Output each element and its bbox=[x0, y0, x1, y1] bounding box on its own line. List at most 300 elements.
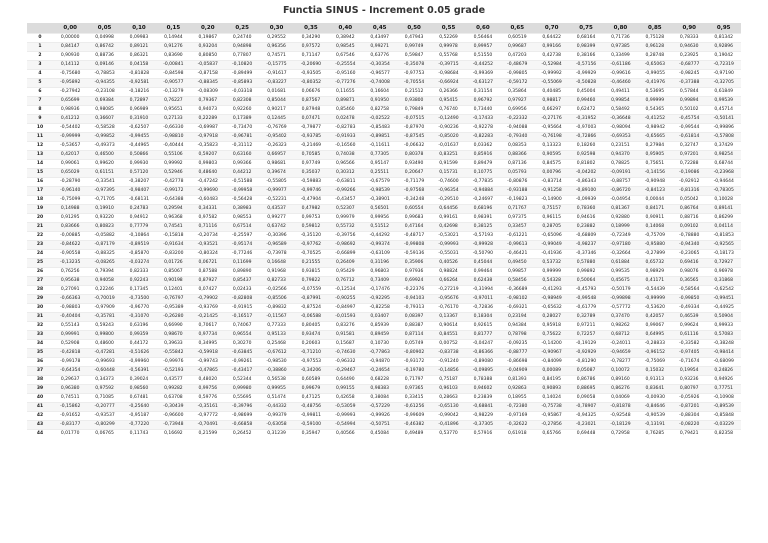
table-cell: 0,57844 bbox=[672, 88, 706, 97]
table-cell: -0,39756 bbox=[328, 232, 362, 241]
row-header-cell: 20 bbox=[27, 214, 53, 223]
table-cell: 0,96554 bbox=[225, 331, 259, 340]
table-cell: 0,28748 bbox=[638, 52, 672, 61]
table-cell: -0,69353 bbox=[603, 133, 637, 142]
column-header: 0,65 bbox=[500, 23, 534, 34]
column-header: 0,35 bbox=[294, 23, 328, 34]
table-cell: 0,98254 bbox=[706, 151, 741, 160]
table-cell: -0,99992 bbox=[534, 70, 568, 79]
table-cell: -0,95892 bbox=[53, 79, 87, 88]
table-cell: -0,79902 bbox=[191, 295, 225, 304]
table-cell: -0,17476 bbox=[363, 286, 397, 295]
table-cell: 0,97201 bbox=[672, 151, 706, 160]
table-cell: -0,98102 bbox=[500, 295, 534, 304]
table-cell: 0,01770 bbox=[53, 430, 87, 439]
table-cell: 0,00089 bbox=[534, 367, 568, 376]
table-cell: 0,69448 bbox=[569, 430, 603, 439]
table-cell: -0,24011 bbox=[603, 340, 637, 349]
table-cell: -0,44252 bbox=[466, 61, 500, 70]
table-row bbox=[27, 178, 741, 187]
table-cell: 0,34290 bbox=[294, 34, 328, 43]
table-cell: 0,50866 bbox=[122, 151, 156, 160]
table-cell: -0,80876 bbox=[500, 178, 534, 187]
row-header-cell: 5 bbox=[27, 79, 53, 88]
table-cell: -0,96781 bbox=[225, 133, 259, 142]
table-cell: 0,86299 bbox=[706, 214, 741, 223]
table-cell: -0,12534 bbox=[328, 286, 362, 295]
row-header-cell: 36 bbox=[27, 358, 53, 367]
table-cell: -0,01637 bbox=[431, 142, 465, 151]
table-cell: 0,21512 bbox=[397, 88, 431, 97]
table-cell: -0,93769 bbox=[191, 304, 225, 313]
table-cell: 0,86276 bbox=[603, 385, 637, 394]
table-cell: -0,89851 bbox=[363, 133, 397, 142]
table-cell: 0,92243 bbox=[122, 277, 156, 286]
column-header: 0,50 bbox=[397, 23, 431, 34]
table-cell: -0,30396 bbox=[259, 232, 293, 241]
table-cell: 0,52307 bbox=[328, 205, 362, 214]
table-cell: -0,93537 bbox=[87, 412, 121, 421]
table-cell: -0,62507 bbox=[122, 124, 156, 133]
table-cell: 0,87588 bbox=[191, 268, 225, 277]
row-header-cell: 0 bbox=[27, 34, 53, 43]
table-row bbox=[27, 160, 741, 169]
table-cell: 0,90911 bbox=[638, 214, 672, 223]
table-cell: 0,48640 bbox=[191, 169, 225, 178]
table-cell: -0,89499 bbox=[225, 70, 259, 79]
table-cell: 0,04069 bbox=[603, 394, 637, 403]
table-cell: 0,96792 bbox=[466, 97, 500, 106]
row-header-cell: 18 bbox=[27, 196, 53, 205]
table-cell: 0,96803 bbox=[363, 268, 397, 277]
table-cell: -0,99055 bbox=[638, 70, 672, 79]
table-cell: 0,95147 bbox=[363, 160, 397, 169]
table-cell: -0,83177 bbox=[53, 421, 87, 430]
table-cell: -0,99693 bbox=[87, 358, 121, 367]
table-cell: 0,97211 bbox=[569, 322, 603, 331]
table-cell: -0,41293 bbox=[534, 286, 568, 295]
table-cell: 0,54365 bbox=[638, 106, 672, 115]
table-cell: 0,75157 bbox=[534, 205, 568, 214]
table-cell: -0,97011 bbox=[466, 295, 500, 304]
table-cell: -0,86366 bbox=[466, 349, 500, 358]
table-cell: 0,45044 bbox=[466, 259, 500, 268]
table-cell: -0,50179 bbox=[603, 286, 637, 295]
table-cell: -0,05837 bbox=[191, 61, 225, 70]
table-cell: -0,45793 bbox=[569, 286, 603, 295]
table-cell: -0,63845 bbox=[225, 349, 259, 358]
table-cell: -0,52984 bbox=[534, 61, 568, 70]
table-row bbox=[27, 286, 741, 295]
table-cell: 0,30312 bbox=[328, 169, 362, 178]
table-cell: 0,98545 bbox=[328, 43, 362, 52]
row-header-cell: 6 bbox=[27, 88, 53, 97]
table-cell: -0,60483 bbox=[191, 196, 225, 205]
table-cell: -0,93785 bbox=[294, 133, 328, 142]
table-cell: -0,60448 bbox=[87, 367, 121, 376]
table-cell: -0,26280 bbox=[156, 313, 190, 322]
table-cell: -0,45754 bbox=[672, 115, 706, 124]
table-cell: -0,23968 bbox=[706, 169, 741, 178]
table-cell: -0,38207 bbox=[122, 178, 156, 187]
table-cell: -0,63109 bbox=[363, 250, 397, 259]
table-cell: 0,45675 bbox=[603, 277, 637, 286]
table-cell: 0,49450 bbox=[500, 259, 534, 268]
column-header: 0,45 bbox=[363, 23, 397, 34]
table-cell: 0,42017 bbox=[53, 151, 87, 160]
table-cell: -0,36648 bbox=[603, 115, 637, 124]
table-cell: 0,91295 bbox=[53, 214, 87, 223]
table-cell: -0,90539 bbox=[638, 412, 672, 421]
table-cell: -0,32705 bbox=[706, 79, 741, 88]
table-cell: 0,65732 bbox=[638, 259, 672, 268]
table-cell: -0,19086 bbox=[672, 169, 706, 178]
table-cell: 0,81342 bbox=[706, 34, 741, 43]
table-cell: -0,08265 bbox=[87, 259, 121, 268]
table-cell: 0,99271 bbox=[363, 43, 397, 52]
table-cell: 0,33415 bbox=[397, 394, 431, 403]
table-cell: 0,90217 bbox=[259, 106, 293, 115]
table-cell: 0,52344 bbox=[225, 376, 259, 385]
table-cell: -0,78853 bbox=[87, 70, 121, 79]
table-cell: -0,99808 bbox=[397, 241, 431, 250]
table-cell: 0,62438 bbox=[466, 277, 500, 286]
table-row bbox=[27, 250, 741, 259]
table-cell: 0,91581 bbox=[328, 331, 362, 340]
table-cell: 0,99980 bbox=[225, 385, 259, 394]
table-cell: -0,09191 bbox=[603, 169, 637, 178]
table-cell: -0,96577 bbox=[363, 70, 397, 79]
table-row bbox=[27, 322, 741, 331]
page-title: Functia SINUS - Increment 0.05 grade bbox=[282, 5, 486, 16]
table-cell: 0,53732 bbox=[534, 259, 568, 268]
table-cell: 0,88736 bbox=[87, 52, 121, 61]
table-cell: 0,89890 bbox=[225, 268, 259, 277]
table-cell: -0,93188 bbox=[500, 187, 534, 196]
table-cell: 0,62472 bbox=[569, 106, 603, 115]
table-cell: 0,88366 bbox=[500, 151, 534, 160]
table-cell: -0,37346 bbox=[569, 250, 603, 259]
row-header-cell: 37 bbox=[27, 367, 53, 376]
table-cell: -0,90236 bbox=[431, 124, 465, 133]
table-cell: -0,95676 bbox=[431, 295, 465, 304]
table-cell: 0,64490 bbox=[328, 376, 362, 385]
table-cell: 0,80797 bbox=[672, 385, 706, 394]
table-cell: -0,78907 bbox=[569, 403, 603, 412]
table-cell: -0,87179 bbox=[87, 241, 121, 250]
table-cell: -0,53059 bbox=[328, 403, 362, 412]
table-cell: 0,23194 bbox=[500, 313, 534, 322]
table-cell: -0,99544 bbox=[672, 124, 706, 133]
table-cell: 0,05793 bbox=[500, 169, 534, 178]
table-cell: -0,99999 bbox=[638, 295, 672, 304]
table-cell: -0,95880 bbox=[638, 241, 672, 250]
table-cell: -0,07559 bbox=[294, 286, 328, 295]
table-cell: 0,00044 bbox=[638, 196, 672, 205]
table-cell: -0,34248 bbox=[397, 196, 431, 205]
table-cell: -0,65063 bbox=[638, 61, 672, 70]
table-cell: 0,28705 bbox=[534, 223, 568, 232]
table-cell: -0,44965 bbox=[122, 142, 156, 151]
table-cell: -0,76198 bbox=[534, 133, 568, 142]
table-cell: -0,85848 bbox=[706, 412, 741, 421]
table-cell: -0,00930 bbox=[638, 394, 672, 403]
table-cell: 0,57916 bbox=[466, 430, 500, 439]
row-header-cell: 39 bbox=[27, 385, 53, 394]
row-header-cell: 3 bbox=[27, 61, 53, 70]
table-cell: 0,99756 bbox=[191, 385, 225, 394]
table-cell: 0,04158 bbox=[122, 61, 156, 70]
table-cell: 0,33499 bbox=[603, 52, 637, 61]
table-cell: 0,66264 bbox=[431, 277, 465, 286]
table-cell: 0,11743 bbox=[122, 430, 156, 439]
table-cell: -0,70019 bbox=[87, 295, 121, 304]
table-cell: -0,41936 bbox=[534, 250, 568, 259]
table-cell: -0,57156 bbox=[569, 61, 603, 70]
table-cell: 0,99166 bbox=[534, 43, 568, 52]
table-cell: -0,99929 bbox=[569, 70, 603, 79]
table-cell: -0,98229 bbox=[466, 412, 500, 421]
table-cell: -0,99616 bbox=[603, 70, 637, 79]
table-cell: -0,99178 bbox=[53, 358, 87, 367]
table-cell: -0,13191 bbox=[638, 421, 672, 430]
table-cell: 0,95429 bbox=[328, 268, 362, 277]
table-cell: -0,28790 bbox=[53, 178, 87, 187]
table-cell: -0,78277 bbox=[603, 358, 637, 367]
table-cell: 0,99978 bbox=[431, 43, 465, 52]
table-cell: -0,38248 bbox=[706, 340, 741, 349]
table-cell: -0,54994 bbox=[328, 421, 362, 430]
table-cell: 0,99956 bbox=[363, 214, 397, 223]
table-cell: 0,78825 bbox=[603, 160, 637, 169]
column-header: 0,30 bbox=[259, 23, 293, 34]
table-cell: -0,94340 bbox=[672, 241, 706, 250]
table-cell: 0,63742 bbox=[259, 223, 293, 232]
row-header-cell: 43 bbox=[27, 421, 53, 430]
table-cell: -0,92278 bbox=[466, 124, 500, 133]
column-header: 0,25 bbox=[225, 23, 259, 34]
table-cell: -0,96770 bbox=[122, 304, 156, 313]
table-cell: 0,97365 bbox=[397, 385, 431, 394]
table-cell: 0,07471 bbox=[294, 115, 328, 124]
table-cell: 0,72288 bbox=[672, 160, 706, 169]
table-cell: -0,52193 bbox=[156, 367, 190, 376]
table-cell: -0,84598 bbox=[156, 70, 190, 79]
table-cell: -0,64388 bbox=[156, 196, 190, 205]
table-cell: 0,27133 bbox=[156, 115, 190, 124]
table-cell: -0,96354 bbox=[431, 187, 465, 196]
table-cell: 0,37429 bbox=[706, 142, 741, 151]
table-body bbox=[27, 34, 741, 439]
table-row bbox=[27, 268, 741, 277]
table-cell: 0,99464 bbox=[466, 268, 500, 277]
table-cell: 0,36565 bbox=[672, 277, 706, 286]
table-cell: 0,96115 bbox=[534, 214, 568, 223]
table-cell: 0,97375 bbox=[500, 214, 534, 223]
table-cell: 0,96566 bbox=[328, 160, 362, 169]
table-cell: 0,78360 bbox=[569, 205, 603, 214]
table-cell: -0,19823 bbox=[500, 196, 534, 205]
table-cell: 0,77305 bbox=[363, 151, 397, 160]
table-cell: 0,35037 bbox=[294, 169, 328, 178]
table-cell: 0,49411 bbox=[603, 88, 637, 97]
table-cell: -0,10820 bbox=[225, 61, 259, 70]
table-cell: 0,73409 bbox=[363, 277, 397, 286]
table-cell: 0,97385 bbox=[603, 43, 637, 52]
table-cell: 0,34995 bbox=[191, 340, 225, 349]
table-cell: 0,99277 bbox=[259, 214, 293, 223]
table-cell: -0,77246 bbox=[225, 250, 259, 259]
table-row bbox=[27, 313, 741, 322]
table-cell: -0,27942 bbox=[53, 88, 87, 97]
table-cell: 0,31910 bbox=[122, 115, 156, 124]
table-cell: 0,71147 bbox=[294, 52, 328, 61]
table-cell: 0,37470 bbox=[603, 313, 637, 322]
table-cell: -0,46460 bbox=[603, 79, 637, 88]
table-cell: -0,72349 bbox=[603, 232, 637, 241]
table-cell: -0,98245 bbox=[672, 70, 706, 79]
table-cell: 0,55106 bbox=[156, 151, 190, 160]
table-row bbox=[27, 430, 741, 439]
table-cell: -0,65665 bbox=[638, 133, 672, 142]
table-cell: 0,97572 bbox=[294, 43, 328, 52]
table-cell: 0,98936 bbox=[53, 106, 87, 115]
table-cell: 0,87927 bbox=[191, 277, 225, 286]
table-cell: 0,98670 bbox=[156, 331, 190, 340]
table-cell: 0,34331 bbox=[191, 205, 225, 214]
row-header-cell: 4 bbox=[27, 70, 53, 79]
table-cell: -0,38901 bbox=[363, 196, 397, 205]
sine-table bbox=[27, 23, 741, 438]
table-cell: 0,86321 bbox=[122, 52, 156, 61]
table-cell: -0,33541 bbox=[87, 178, 121, 187]
table-cell: 0,27984 bbox=[638, 142, 672, 151]
table-cell: -0,14200 bbox=[534, 340, 568, 349]
table-cell: 0,75128 bbox=[638, 34, 672, 43]
table-cell: 0,59812 bbox=[294, 223, 328, 232]
table-cell: -0,99960 bbox=[122, 358, 156, 367]
table-cell: -0,27899 bbox=[638, 250, 672, 259]
table-cell: -0,41252 bbox=[638, 115, 672, 124]
table-cell: 0,53695 bbox=[638, 88, 672, 97]
table-cell: -0,55069 bbox=[534, 79, 568, 88]
table-cell: -0,62542 bbox=[706, 286, 741, 295]
table-cell: 0,72927 bbox=[706, 259, 741, 268]
table-cell: -0,04909 bbox=[500, 367, 534, 376]
table-cell: -0,86343 bbox=[569, 178, 603, 187]
table-cell: -0,88345 bbox=[191, 79, 225, 88]
table-cell: 0,64456 bbox=[431, 205, 465, 214]
table-cell: 0,99460 bbox=[569, 97, 603, 106]
table-cell: -0,89832 bbox=[259, 304, 293, 313]
table-cell: -0,99928 bbox=[466, 241, 500, 250]
table-cell: 0,82308 bbox=[225, 97, 259, 106]
table-cell: -0,91915 bbox=[225, 304, 259, 313]
table-cell: -0,38860 bbox=[259, 367, 293, 376]
row-header-cell: 31 bbox=[27, 313, 53, 322]
table-row bbox=[27, 187, 741, 196]
table-cell: -0,94088 bbox=[500, 124, 534, 133]
table-cell: -0,99926 bbox=[363, 412, 397, 421]
table-cell: -0,97772 bbox=[191, 412, 225, 421]
table-cell: -0,72319 bbox=[706, 61, 741, 70]
table-cell: 0,94073 bbox=[191, 106, 225, 115]
table-cell: 0,70617 bbox=[191, 322, 225, 331]
table-cell: 0,99067 bbox=[638, 322, 672, 331]
table-cell: 0,82358 bbox=[706, 430, 741, 439]
table-row bbox=[27, 232, 741, 241]
table-cell: -0,89080 bbox=[466, 358, 500, 367]
table-cell: -0,99613 bbox=[500, 241, 534, 250]
table-cell: -0,44292 bbox=[363, 232, 397, 241]
table-row bbox=[27, 367, 741, 376]
table-cell: -0,98094 bbox=[603, 124, 637, 133]
table-cell: 0,55695 bbox=[225, 394, 259, 403]
table-cell: -0,25640 bbox=[122, 403, 156, 412]
header-corner-cell bbox=[27, 23, 53, 34]
table-cell: -0,04202 bbox=[569, 169, 603, 178]
table-cell: -0,61186 bbox=[603, 61, 637, 70]
table-cell: 0,94926 bbox=[706, 376, 741, 385]
table-cell: -0,52231 bbox=[259, 196, 293, 205]
table-cell: 0,08353 bbox=[500, 142, 534, 151]
table-cell: -0,96140 bbox=[53, 187, 87, 196]
table-cell: -0,66858 bbox=[225, 421, 259, 430]
table-cell: 0,77333 bbox=[259, 322, 293, 331]
table-cell: 0,27091 bbox=[53, 286, 87, 295]
table-cell: -0,36689 bbox=[500, 286, 534, 295]
table-cell: 0,03407 bbox=[363, 313, 397, 322]
table-cell: 0,97582 bbox=[191, 214, 225, 223]
table-cell: 0,68744 bbox=[706, 160, 741, 169]
table-cell: -0,58564 bbox=[672, 286, 706, 295]
table-cell: 0,55732 bbox=[328, 223, 362, 232]
table-cell: 0,99999 bbox=[638, 97, 672, 106]
table-cell: -0,09235 bbox=[500, 340, 534, 349]
table-cell: 0,47125 bbox=[294, 394, 328, 403]
table-cell: 0,77751 bbox=[706, 385, 741, 394]
table-cell: 0,69956 bbox=[500, 106, 534, 115]
table-cell: 0,25468 bbox=[259, 340, 293, 349]
table-cell: 0,99539 bbox=[706, 97, 741, 106]
table-cell: 0,99892 bbox=[569, 268, 603, 277]
table-cell: -0,89539 bbox=[706, 403, 741, 412]
row-header-cell: 10 bbox=[27, 124, 53, 133]
table-cell: 0,18999 bbox=[603, 223, 637, 232]
table-cell: 0,14068 bbox=[638, 223, 672, 232]
table-cell: 0,35864 bbox=[500, 88, 534, 97]
table-cell: -0,07515 bbox=[397, 115, 431, 124]
table-cell: -0,56428 bbox=[225, 196, 259, 205]
table-cell: 0,96978 bbox=[706, 268, 741, 277]
table-cell: -0,55031 bbox=[431, 250, 465, 259]
table-cell: -0,99976 bbox=[156, 358, 190, 367]
table-cell: -0,75680 bbox=[53, 70, 87, 79]
table-cell: -0,99746 bbox=[294, 187, 328, 196]
table-cell: 0,74541 bbox=[156, 223, 190, 232]
table-cell: -0,32622 bbox=[500, 421, 534, 430]
table-cell: -0,68131 bbox=[122, 196, 156, 205]
table-cell: 0,99894 bbox=[672, 97, 706, 106]
table-cell: -0,87524 bbox=[294, 304, 328, 313]
table-cell: 0,04998 bbox=[87, 34, 121, 43]
table-cell: -0,06632 bbox=[397, 142, 431, 151]
table-cell: 0,23151 bbox=[603, 142, 637, 151]
column-header: 0,00 bbox=[53, 23, 87, 34]
table-cell: -0,19129 bbox=[569, 340, 603, 349]
table-cell: 0,79421 bbox=[672, 430, 706, 439]
table-cell: 0,98085 bbox=[87, 106, 121, 115]
